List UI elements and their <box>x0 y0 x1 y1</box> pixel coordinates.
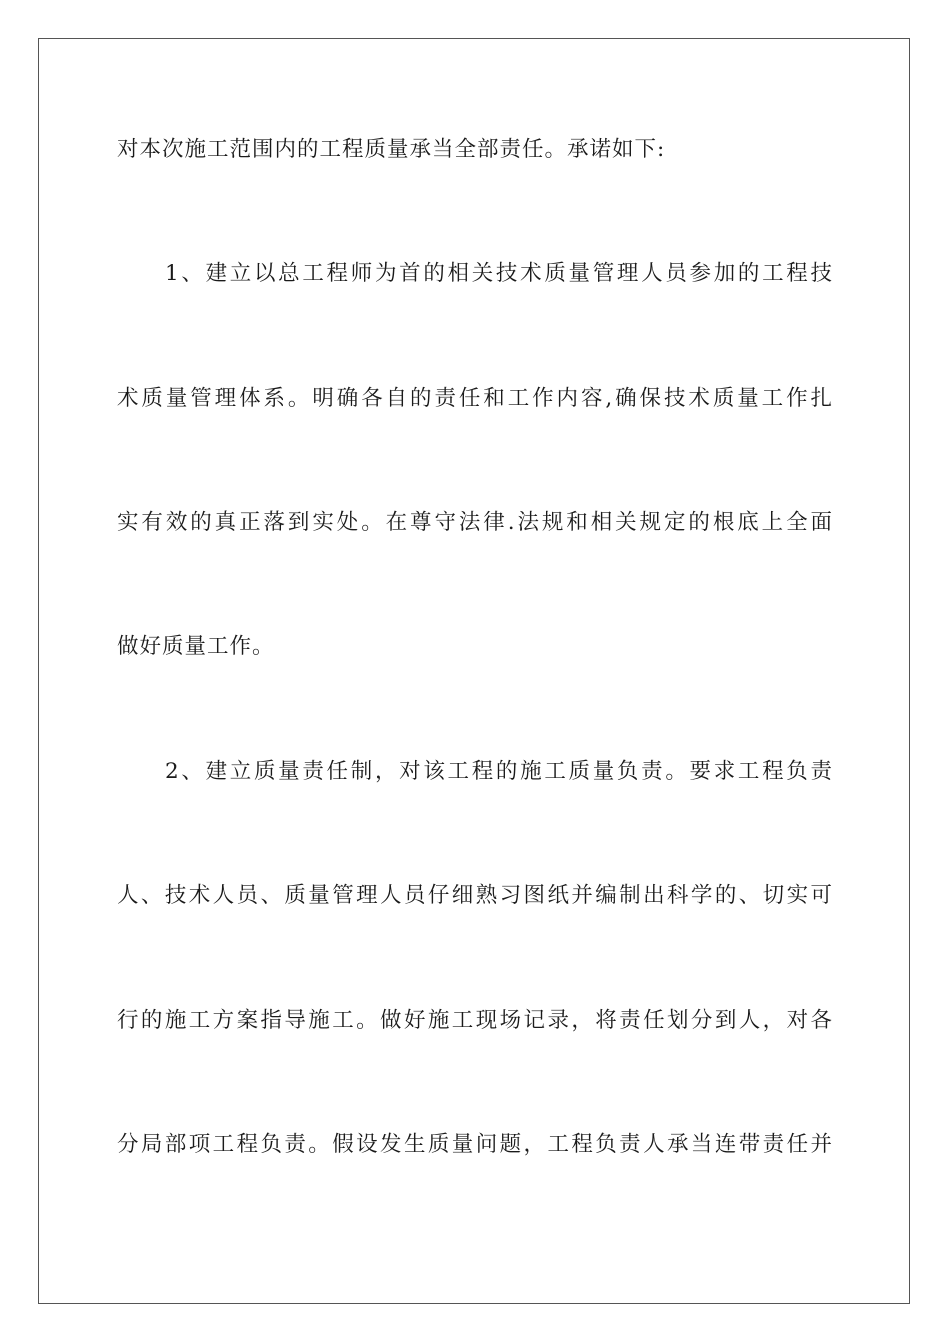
text-line-1: 对本次施工范围内的工程质量承当全部责任。承诺如下: <box>117 137 666 162</box>
text-line-9: 分局部项工程负责。假设发生质量问题，工程负责人承当连带责任并 <box>117 1132 833 1157</box>
text-line-4: 实有效的真正落到实处。在尊守法律.法规和相关规定的根底上全面 <box>117 510 833 535</box>
text-line-3: 术质量管理体系。明确各自的责任和工作内容,确保技术质量工作扎 <box>117 386 833 411</box>
text-line-7: 人、技术人员、质量管理人员仔细熟习图纸并编制出科学的、切实可 <box>117 883 833 908</box>
text-line-8: 行的施工方案指导施工。做好施工现场记录，将责任划分到人，对各 <box>117 1008 833 1033</box>
text-line-5: 做好质量工作。 <box>117 634 275 659</box>
page-border <box>38 38 910 1304</box>
text-line-2: 1、建立以总工程师为首的相关技术质量管理人员参加的工程技 <box>165 261 833 286</box>
text-line-6: 2、建立质量责任制，对该工程的施工质量负责。要求工程负责 <box>165 759 833 784</box>
